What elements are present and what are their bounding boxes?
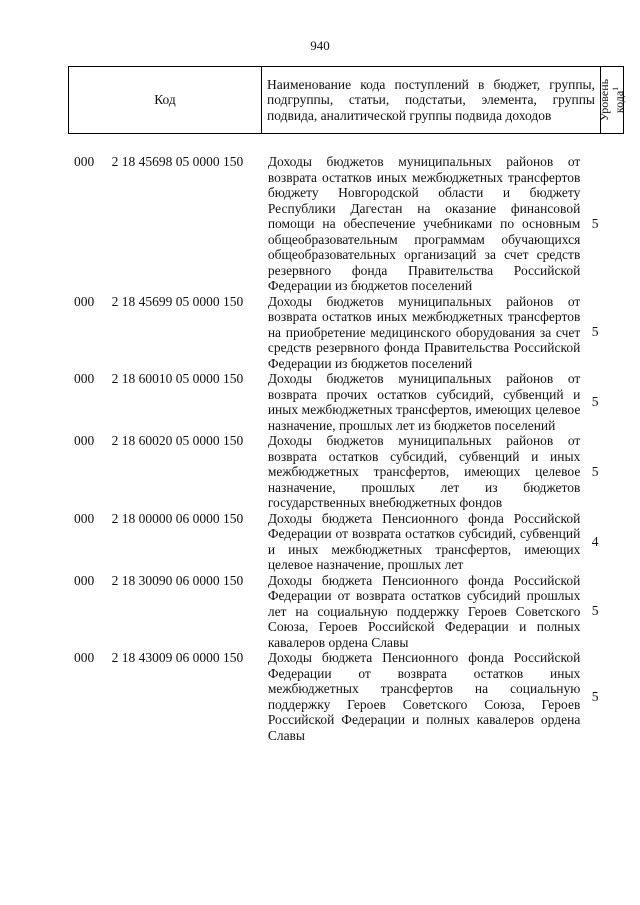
row-admin-code: 000 [74, 371, 95, 386]
row-name: Доходы бюджетов муниципальных районов от возврата остатков субсидий, субвенций и иных межбюджетных трансфертов, имеющих целевое назначение, прошлых лет из бюджетов государственных внебюджетных фондов [267, 433, 581, 510]
row-admin-code: 000 [74, 433, 95, 448]
row-name: Доходы бюджета Пенсионного фонда Российской Федерации от возврата остатков иных межбюджетных трансфертов на социальную поддержку Героев Советского Союза, Героев Российской Федерации и полных кавалеров ордена Славы [267, 650, 581, 743]
header-code: Код [69, 67, 262, 134]
row-code: 2 18 45699 05 0000 150 [111, 293, 244, 309]
header-name: Наименование кода поступлений в бюджет, группы, подгруппы, статьи, подстатьи, элемента, группы подвида, аналитической группы подвида доходов [262, 67, 601, 134]
row-admin-code: 000 [74, 293, 95, 309]
table-row [68, 294, 610, 372]
row-level: 5 [591, 215, 599, 231]
header-level-footnote: 1 [611, 86, 620, 91]
row-level: 5 [591, 603, 599, 619]
row-code: 2 18 45698 05 0000 150 [111, 154, 244, 169]
table-row [68, 371, 610, 433]
row-name: Доходы бюджетов муниципальных районов от возврата остатков иных межбюджетных трансфертов бюджету Новгородской области и бюджету Республики Дагестан на оказание финансовой помощи на обеспечение учебниками по основным общеобразовательным программам обучающихся общеобразовательных организаций за счет средств резервного фонда Правительства Российской Федерации из бюджетов поселений [267, 154, 581, 293]
row-admin-code: 000 [74, 650, 95, 665]
table-header [68, 66, 624, 134]
row-level: 5 [591, 324, 599, 340]
row-code: 2 18 43009 06 0000 150 [111, 650, 244, 665]
row-name: Доходы бюджетов муниципальных районов от возврата остатков иных межбюджетных трансфертов на приобретение медицинского оборудования за счет средств резервного фонда Правительства Российской Федерации из бюджетов поселений [267, 293, 581, 371]
row-code: 2 18 60020 05 0000 150 [111, 433, 244, 448]
table-row [68, 573, 610, 651]
row-level: 5 [591, 463, 599, 479]
row-level: 4 [591, 533, 599, 549]
row-admin-code: 000 [74, 510, 95, 526]
row-level: 5 [591, 688, 599, 704]
header-level-text: Уровень кода [597, 78, 626, 122]
table-body [68, 154, 610, 743]
row-admin-code: 000 [74, 154, 95, 169]
row-name: Доходы бюджетов муниципальных районов от возврата прочих остатков субсидий, субвенций и иных межбюджетных трансфертов, имеющих целевое назначение, прошлых лет из бюджетов поселений [267, 371, 581, 433]
row-code: 2 18 00000 06 0000 150 [111, 510, 244, 526]
row-name: Доходы бюджета Пенсионного фонда Российской Федерации от возврата остатков субсидий прошлых лет на социальную поддержку Героев Советского Союза, Героев Российской Федерации и полных кавалеров ордена Славы [267, 572, 581, 650]
table-row [68, 511, 610, 573]
row-code: 2 18 30090 06 0000 150 [111, 572, 244, 588]
row-level: 5 [591, 394, 599, 409]
table-row [68, 154, 610, 294]
header-level [599, 67, 625, 133]
page-number: 940 [310, 38, 330, 53]
row-admin-code: 000 [74, 572, 95, 588]
table-row [68, 650, 610, 743]
row-code: 2 18 60010 05 0000 150 [111, 371, 244, 386]
row-name: Доходы бюджета Пенсионного фонда Российской Федерации от возврата остатков субсидий, субвенций и иных межбюджетных трансфертов, имеющих целевое назначение, прошлых лет [267, 510, 581, 572]
header-level-cell [597, 67, 626, 134]
table-row [68, 433, 610, 511]
